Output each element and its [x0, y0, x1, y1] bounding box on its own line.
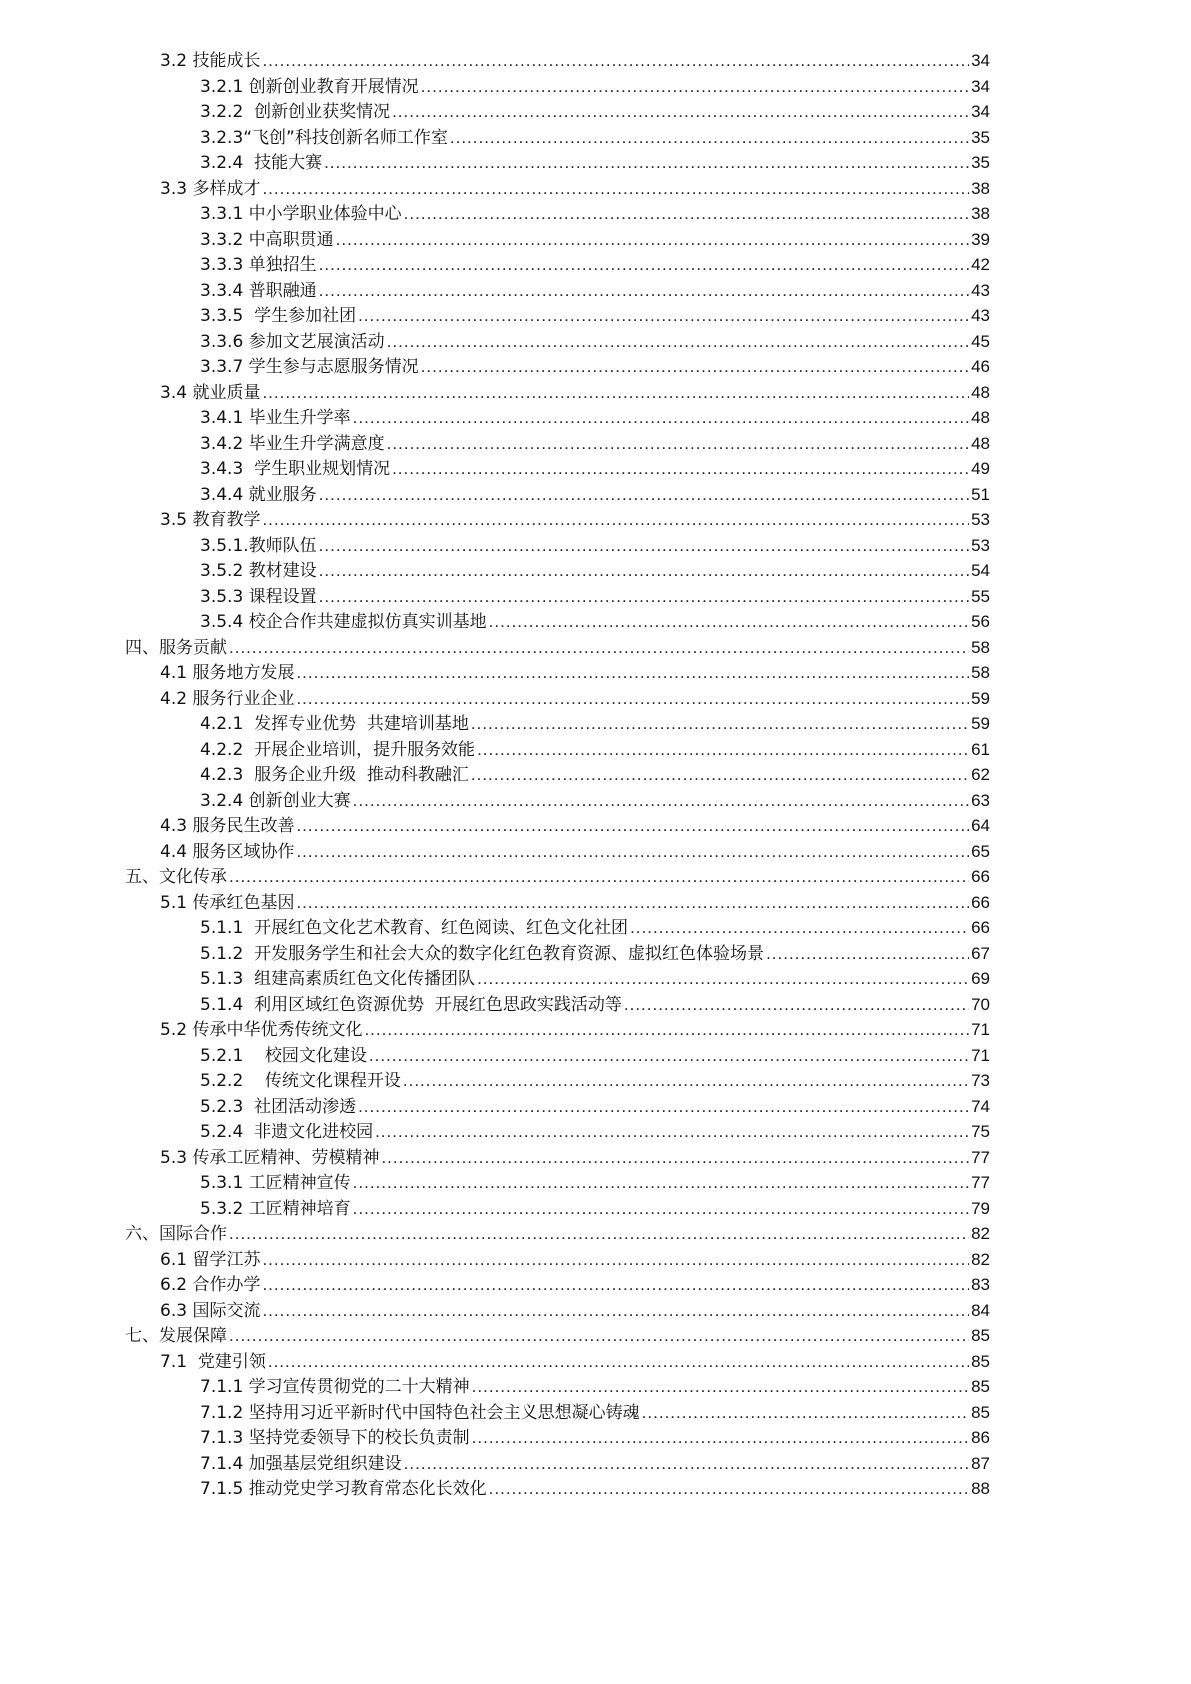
toc-entry-title: 7.1.4 加强基层党组织建设 [200, 1453, 402, 1474]
toc-entry[interactable] [0, 1218, 990, 1245]
toc-entry-title: 4.4 服务区域协作 [160, 841, 295, 862]
toc-entry-title: 3.2.2 创新创业获奖情况 [200, 102, 391, 122]
toc-leader-dots [471, 764, 969, 786]
toc-entry-page-number: 46 [971, 357, 990, 376]
toc-entry-page-number: 85 [971, 1377, 990, 1396]
toc-entry-title: 3.4.4 就业服务 [200, 484, 317, 505]
toc-entry[interactable] [0, 938, 990, 965]
toc-entry[interactable] [0, 198, 990, 225]
toc-entry-page-number: 51 [971, 484, 990, 504]
toc-entry[interactable] [0, 479, 990, 506]
toc-entry-page-number: 35 [971, 153, 990, 172]
toc-leader-dots [229, 1325, 969, 1347]
toc-entry-title: 五、文化传承 [125, 867, 227, 887]
toc-entry-title: 3.3.3 单独招生 [200, 255, 317, 275]
toc-entry-page-number: 35 [971, 127, 990, 147]
toc-entry-title: 3.2.4 技能大赛 [200, 153, 323, 173]
toc-leader-dots [353, 1172, 969, 1194]
toc-entry[interactable] [0, 147, 990, 174]
toc-entry-page-number: 66 [971, 918, 990, 937]
toc-entry[interactable] [0, 1065, 990, 1092]
toc-entry[interactable] [0, 1142, 990, 1169]
toc-entry[interactable] [0, 606, 990, 633]
toc-entry-page-number: 69 [971, 969, 990, 988]
toc-leader-dots [404, 1453, 969, 1475]
toc-leader-dots [392, 101, 969, 123]
toc-entry-page-number: 34 [971, 76, 990, 96]
toc-entry-page-number: 85 [971, 1351, 990, 1371]
toc-entry[interactable] [0, 1269, 990, 1296]
toc-entry-title: 六、国际合作 [125, 1224, 227, 1244]
toc-entry-title: 7.1.5 推动党史学习教育常态化长效化 [200, 1479, 487, 1499]
toc-entry-page-number: 42 [971, 255, 990, 274]
toc-entry-title: 3.4 就业质量 [160, 382, 261, 403]
toc-entry-title: 4.2.3 服务企业升级 推动科教融汇 [200, 765, 469, 785]
toc-entry[interactable] [0, 275, 990, 302]
toc-leader-dots [477, 739, 969, 761]
toc-entry[interactable] [0, 1397, 990, 1424]
toc-entry-page-number: 58 [971, 663, 990, 682]
toc-entry[interactable] [0, 1448, 990, 1475]
toc-entry[interactable] [0, 504, 990, 531]
toc-entry-page-number: 53 [971, 510, 990, 529]
toc-leader-dots [262, 382, 969, 404]
toc-entry-page-number: 59 [971, 688, 990, 708]
toc-entry-page-number: 58 [971, 637, 990, 657]
toc-entry[interactable] [0, 1371, 990, 1398]
toc-entry-title: 3.3.5 学生参加社团 [200, 306, 357, 326]
toc-entry[interactable] [0, 1473, 990, 1500]
toc-leader-dots [489, 611, 969, 633]
toc-leader-dots [319, 586, 969, 608]
toc-entry-page-number: 71 [971, 1045, 990, 1065]
toc-entry[interactable] [0, 1295, 990, 1322]
toc-leader-dots [229, 866, 969, 888]
toc-entry[interactable] [0, 887, 990, 914]
toc-entry-page-number: 59 [971, 714, 990, 733]
toc-entry-title: 5.3.1 工匠精神宣传 [200, 1173, 351, 1193]
toc-leader-dots [404, 203, 969, 225]
toc-entry-title: 3.5.1.教师队伍 [200, 535, 317, 556]
toc-entry-title: 3.4.3 学生职业规划情况 [200, 459, 391, 479]
toc-entry-page-number: 62 [971, 765, 990, 784]
toc-leader-dots [375, 1121, 969, 1143]
toc-leader-dots [262, 50, 969, 72]
toc-entry-title: 3.3.7 学生参与志愿服务情况 [200, 357, 419, 377]
toc-entry-page-number: 55 [971, 586, 990, 606]
toc-leader-dots [324, 152, 969, 174]
toc-entry-page-number: 34 [971, 102, 990, 121]
toc-entry-page-number: 66 [971, 867, 990, 886]
toc-leader-dots [319, 254, 969, 276]
toc-entry-title: 3.3.4 普职融通 [200, 280, 317, 301]
toc-entry-title: 5.3 传承工匠精神、劳模精神 [160, 1147, 380, 1168]
toc-entry[interactable] [0, 377, 990, 404]
toc-leader-dots [336, 229, 969, 251]
toc-entry[interactable] [0, 96, 990, 123]
toc-leader-dots [358, 305, 969, 327]
toc-leader-dots [472, 1376, 969, 1398]
toc-entry[interactable] [0, 173, 990, 200]
toc-entry-title: 5.2.3 社团活动渗透 [200, 1096, 357, 1117]
toc-entry-page-number: 77 [971, 1173, 990, 1192]
toc-entry[interactable] [0, 1346, 990, 1373]
toc-entry-page-number: 74 [971, 1096, 990, 1116]
toc-leader-dots [392, 458, 969, 480]
toc-entry-page-number: 85 [971, 1326, 990, 1345]
toc-entry[interactable] [0, 734, 990, 761]
toc-entry-page-number: 38 [971, 178, 990, 198]
toc-entry[interactable] [0, 71, 990, 98]
toc-entry-title: 3.4.1 毕业生升学率 [200, 408, 351, 428]
toc-entry-page-number: 83 [971, 1275, 990, 1294]
toc-leader-dots [624, 994, 969, 1016]
toc-entry[interactable] [0, 836, 990, 863]
toc-leader-dots [229, 1223, 969, 1245]
toc-leader-dots [262, 1249, 969, 1271]
toc-entry-title: 6.2 合作办学 [160, 1275, 261, 1295]
toc-entry-title: 6.3 国际交流 [160, 1300, 261, 1321]
toc-entry-title: 5.1.1 开展红色文化艺术教育、红色阅读、红色文化社团 [200, 918, 629, 938]
toc-entry[interactable] [0, 351, 990, 378]
toc-leader-dots [472, 1427, 969, 1449]
toc-entry[interactable] [0, 708, 990, 735]
toc-entry[interactable] [0, 1320, 990, 1347]
toc-entry-title: 4.2 服务行业企业 [160, 688, 295, 709]
toc-leader-dots [268, 1351, 969, 1373]
toc-entry[interactable] [0, 861, 990, 888]
toc-entry[interactable] [0, 300, 990, 327]
toc-entry-page-number: 53 [971, 535, 990, 555]
toc-leader-dots [296, 892, 969, 914]
toc-entry-title: 3.3.1 中小学职业体验中心 [200, 204, 402, 224]
toc-entry[interactable] [0, 1040, 990, 1067]
toc-leader-dots [387, 433, 969, 455]
toc-entry-page-number: 48 [971, 382, 990, 402]
toc-entry-page-number: 64 [971, 816, 990, 835]
toc-entry[interactable] [0, 428, 990, 455]
toc-entry-title: 4.2.2 开展企业培训，提升服务效能 [200, 739, 476, 760]
toc-leader-dots [296, 662, 969, 684]
toc-entry[interactable] [0, 810, 990, 837]
toc-entry-page-number: 56 [971, 612, 990, 631]
toc-leader-dots [229, 637, 969, 659]
toc-entry[interactable] [0, 1167, 990, 1194]
toc-entry[interactable] [0, 555, 990, 582]
toc-entry-page-number: 73 [971, 1071, 990, 1090]
toc-entry-title: 4.1 服务地方发展 [160, 663, 295, 683]
toc-entry-title: 3.2 技能成长 [160, 51, 261, 71]
toc-entry-title: 6.1 留学江苏 [160, 1249, 261, 1270]
toc-leader-dots [262, 178, 969, 200]
toc-entry-page-number: 88 [971, 1479, 990, 1498]
toc-entry[interactable] [0, 249, 990, 276]
toc-entry-title: 3.5.2 教材建设 [200, 561, 317, 581]
toc-entry[interactable] [0, 122, 990, 149]
toc-entry-title: 3.3.2 中高职贯通 [200, 229, 334, 250]
toc-entry-title: 3.2.1 创新创业教育开展情况 [200, 76, 419, 97]
toc-leader-dots [353, 790, 969, 812]
toc-leader-dots [296, 815, 969, 837]
toc-leader-dots [630, 917, 969, 939]
toc-entry-title: 5.3.2 工匠精神培育 [200, 1198, 351, 1219]
toc-leader-dots [319, 484, 969, 506]
toc-entry-title: 7.1 党建引领 [160, 1351, 266, 1372]
toc-leader-dots [403, 1070, 969, 1092]
toc-entry-title: 3.4.2 毕业生升学满意度 [200, 433, 385, 454]
toc-entry[interactable] [0, 759, 990, 786]
toc-entry-page-number: 79 [971, 1198, 990, 1218]
toc-leader-dots [296, 688, 969, 710]
toc-entry-title: 3.5.3 课程设置 [200, 586, 317, 607]
toc-entry-page-number: 82 [971, 1224, 990, 1243]
toc-leader-dots [262, 1300, 969, 1322]
toc-leader-dots [477, 968, 969, 990]
toc-entry-page-number: 49 [971, 459, 990, 478]
toc-entry-page-number: 70 [971, 994, 990, 1014]
toc-entry-page-number: 43 [971, 306, 990, 325]
toc-leader-dots [358, 1096, 969, 1118]
toc-entry-page-number: 86 [971, 1428, 990, 1447]
toc-entry-page-number: 65 [971, 841, 990, 861]
toc-entry-title: 3.5.4 校企合作共建虚拟仿真实训基地 [200, 612, 487, 632]
toc-leader-dots [471, 713, 969, 735]
toc-entry-title: 7.1.2 坚持用习近平新时代中国特色社会主义思想凝心铸魂 [200, 1402, 640, 1423]
toc-entry[interactable] [0, 1091, 990, 1118]
toc-entry-page-number: 54 [971, 561, 990, 580]
toc-leader-dots [319, 280, 969, 302]
toc-entry-page-number: 77 [971, 1147, 990, 1167]
toc-entry[interactable] [0, 657, 990, 684]
toc-entry-page-number: 61 [971, 739, 990, 759]
toc-entry-title: 3.3.6 参加文艺展演活动 [200, 331, 385, 352]
toc-entry-title: 七、发展保障 [125, 1326, 227, 1346]
toc-entry-page-number: 67 [971, 943, 990, 963]
toc-leader-dots [766, 943, 969, 965]
toc-entry-page-number: 48 [971, 433, 990, 453]
toc-entry-title: 3.5 教育教学 [160, 510, 261, 530]
toc-leader-dots [353, 407, 969, 429]
toc-entry-title: 5.2.1 校园文化建设 [200, 1045, 367, 1066]
toc-leader-dots [387, 331, 969, 353]
toc-entry-page-number: 38 [971, 204, 990, 223]
toc-entry[interactable] [0, 1193, 990, 1220]
toc-leader-dots [319, 535, 969, 557]
toc-leader-dots [381, 1147, 969, 1169]
toc-entry-title: 3.2.3“飞创”科技创新名师工作室 [200, 127, 448, 148]
toc-entry-page-number: 66 [971, 892, 990, 912]
toc-entry-page-number: 43 [971, 280, 990, 300]
toc-entry[interactable] [0, 912, 990, 939]
toc-entry-page-number: 84 [971, 1300, 990, 1320]
toc-entry-page-number: 87 [971, 1453, 990, 1473]
toc-entry-page-number: 75 [971, 1122, 990, 1141]
toc-entry[interactable] [0, 45, 990, 72]
toc-leader-dots [319, 560, 969, 582]
toc-entry-page-number: 82 [971, 1249, 990, 1269]
toc-entry-title: 5.1 传承红色基因 [160, 892, 295, 913]
toc-entry-page-number: 34 [971, 51, 990, 70]
toc-entry-title: 5.1.4 利用区域红色资源优势 开展红色思政实践活动等 [200, 994, 622, 1015]
toc-entry-page-number: 71 [971, 1020, 990, 1039]
toc-entry-page-number: 39 [971, 229, 990, 249]
toc-entry-title: 4.2.1 发挥专业优势 共建培训基地 [200, 714, 469, 734]
toc-entry-title: 5.1.2 开发服务学生和社会大众的数字化红色教育资源、虚拟红色体验场景 [200, 943, 765, 964]
toc-leader-dots [489, 1478, 969, 1500]
toc-leader-dots [642, 1402, 969, 1424]
toc-leader-dots [262, 1274, 969, 1296]
toc-leader-dots [450, 127, 969, 149]
toc-entry-title: 5.1.3 组建高素质红色文化传播团队 [200, 969, 476, 989]
toc-entry-title: 四、服务贡献 [125, 637, 227, 658]
toc-entry[interactable] [0, 453, 990, 480]
toc-entry[interactable] [0, 989, 990, 1016]
toc-entry-page-number: 85 [971, 1402, 990, 1422]
toc-leader-dots [421, 76, 969, 98]
toc-entry[interactable] [0, 402, 990, 429]
toc-entry[interactable] [0, 1244, 990, 1271]
toc-entry-title: 3.3 多样成才 [160, 178, 261, 199]
toc-entry-title: 7.1.3 坚持党委领导下的校长负责制 [200, 1428, 470, 1448]
toc-leader-dots [364, 1019, 969, 1041]
toc-entry-title: 5.2.4 非遗文化进校园 [200, 1122, 374, 1142]
toc-entry[interactable] [0, 632, 990, 659]
toc-entry-title: 7.1.1 学习宣传贯彻党的二十大精神 [200, 1377, 470, 1397]
toc-entry-title: 5.2 传承中华优秀传统文化 [160, 1020, 363, 1040]
toc-entry-title: 3.2.4 创新创业大赛 [200, 790, 351, 811]
toc-entry[interactable] [0, 530, 990, 557]
toc-leader-dots [262, 509, 969, 531]
toc-entry[interactable] [0, 963, 990, 990]
toc-leader-dots [369, 1045, 969, 1067]
toc-entry[interactable] [0, 1014, 990, 1041]
toc-entry[interactable] [0, 1422, 990, 1449]
toc-leader-dots [296, 841, 969, 863]
toc-leader-dots [353, 1198, 969, 1220]
toc-entry-page-number: 63 [971, 790, 990, 810]
toc-entry-page-number: 45 [971, 331, 990, 351]
toc-entry[interactable] [0, 326, 990, 353]
toc-entry[interactable] [0, 785, 990, 812]
toc-entry-page-number: 48 [971, 408, 990, 427]
toc-entry-title: 4.3 服务民生改善 [160, 816, 295, 836]
toc-entry-title: 5.2.2 传统文化课程开设 [200, 1071, 401, 1091]
toc-entry[interactable] [0, 683, 990, 710]
toc-entry[interactable] [0, 1116, 990, 1143]
toc-entry[interactable] [0, 581, 990, 608]
toc-leader-dots [421, 356, 969, 378]
toc-entry[interactable] [0, 224, 990, 251]
